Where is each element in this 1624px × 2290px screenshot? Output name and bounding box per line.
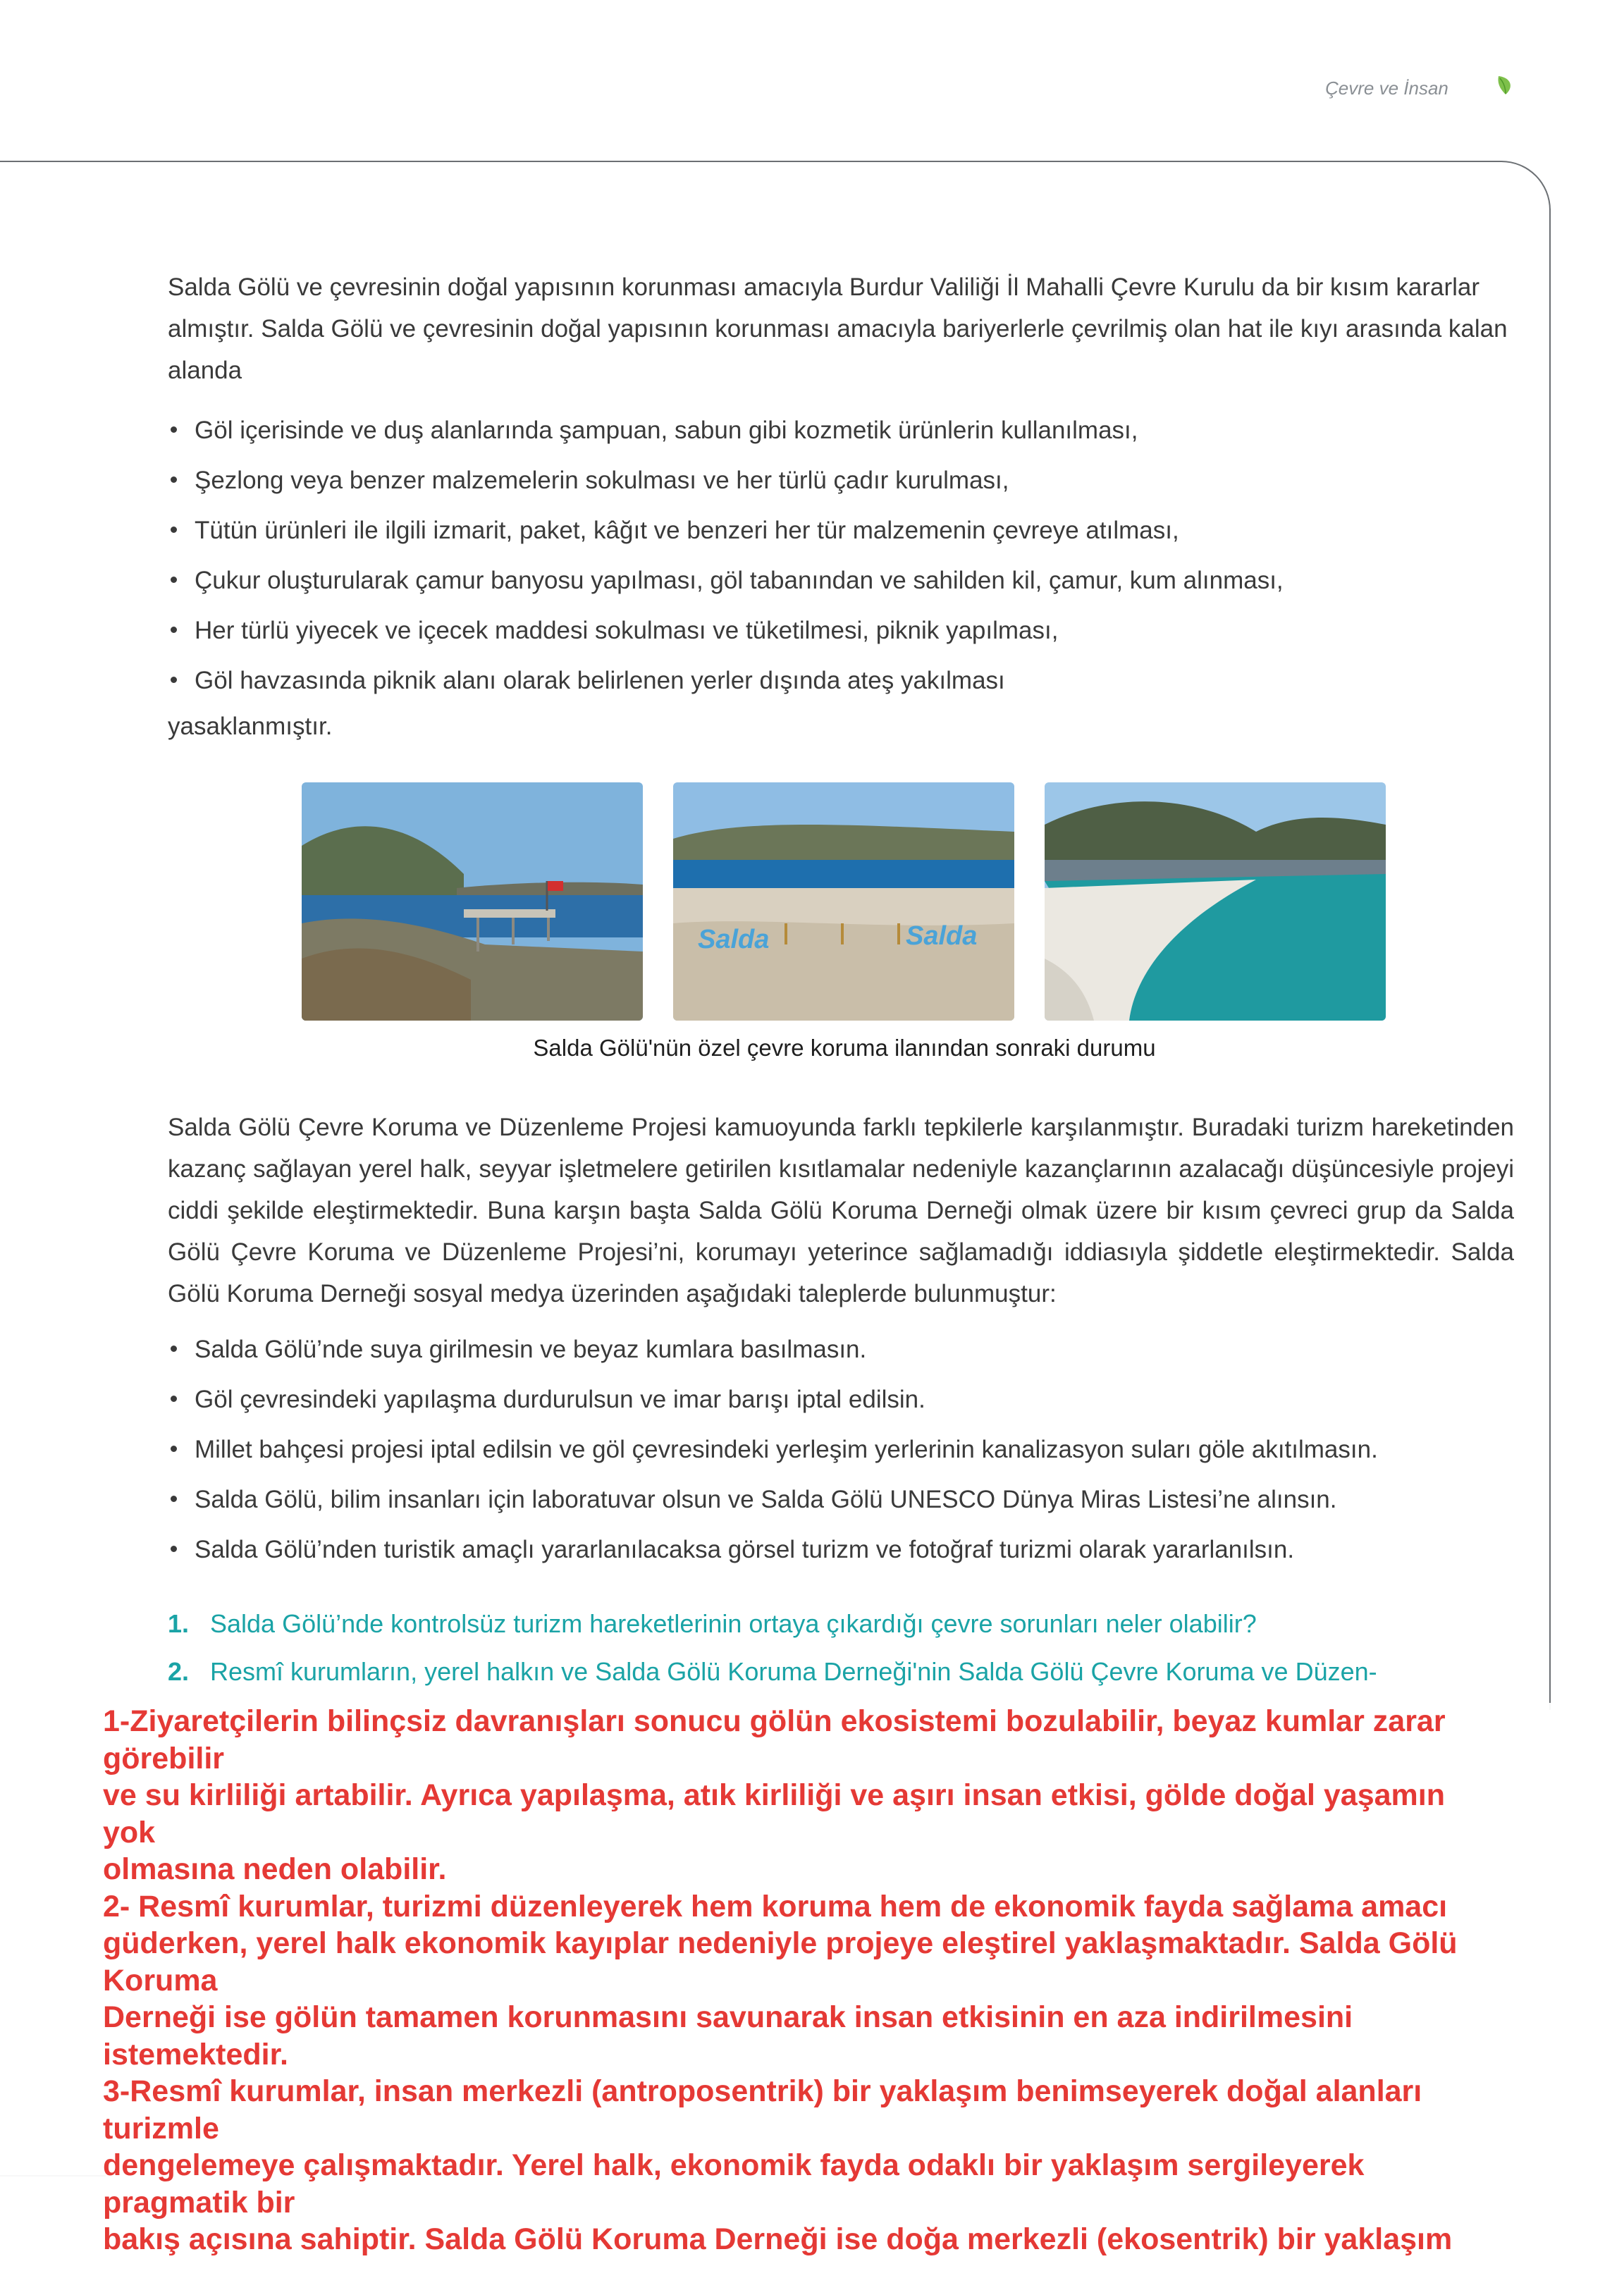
answer-line: pragmatik bir bbox=[103, 2185, 295, 2220]
bullet-icon bbox=[171, 1446, 177, 1452]
question-1 bbox=[168, 1600, 1514, 1648]
list-item: Göl çevresindeki yapılaşma durdurulsun ve imar barışı iptal edilsin. bbox=[168, 1374, 1514, 1424]
list-item: Tütün ürünleri ile ilgili izmarit, paket, kâğıt ve benzeri her tür malzemenin çevreye atılması, bbox=[168, 505, 1514, 555]
leaf-icon bbox=[1493, 72, 1518, 97]
list-item: Millet bahçesi projesi iptal edilsin ve göl çevresindeki yerleşim yerlerinin kanalizasyon suları göle akıtılmasın. bbox=[168, 1424, 1514, 1475]
demands-bullet-list bbox=[168, 1324, 1514, 1575]
bullet-icon bbox=[171, 426, 177, 433]
frame-corner bbox=[1501, 161, 1551, 210]
bullet-icon bbox=[171, 1346, 177, 1352]
list-item: Şezlong veya benzer malzemelerin sokulması ve her türlü çadır kurulması, bbox=[168, 455, 1514, 505]
answer-line: bakış açısına sahiptir. Salda Gölü Koruma Derneği ise doğa merkezli (ekosentrik) bir yaklaşım bbox=[103, 2222, 1453, 2256]
intro-closing: yasaklanmıştır. bbox=[168, 713, 333, 740]
photo-white-shore bbox=[1045, 782, 1386, 1021]
answer-line: olmasına neden olabilir. bbox=[103, 1852, 447, 1886]
answer-line: Derneği ise gölün tamamen korunmasını savunarak insan etkisinin en aza indirilmesini bbox=[103, 2000, 1353, 2034]
answer-line: yok bbox=[103, 1815, 156, 1849]
bullet-icon bbox=[171, 627, 177, 633]
answer-line: 3-Resmî kurumlar, insan merkezli (antroposentrik) bir yaklaşım benimseyerek doğal alanları bbox=[103, 2074, 1422, 2108]
list-item: Çukur oluşturularak çamur banyosu yapılması, göl tabanından ve sahilden kil, çamur, kum alınması, bbox=[168, 555, 1514, 605]
answer-text bbox=[103, 1703, 1583, 2258]
bullet-icon bbox=[171, 677, 177, 683]
photo-viewing-platform bbox=[302, 782, 643, 1021]
answer-line: dengelemeye çalışmaktadır. Yerel halk, ekonomik fayda odaklı bir yaklaşım sergileyerek bbox=[103, 2148, 1365, 2182]
answer-line: turizmle bbox=[103, 2111, 219, 2146]
answer-line: Koruma bbox=[103, 1963, 218, 1997]
frame-top-line bbox=[0, 161, 1501, 162]
questions-list bbox=[168, 1600, 1514, 1696]
question-number: 1. bbox=[168, 1609, 190, 1638]
list-item: Salda Gölü’nden turistik amaçlı yararlanılacaksa görsel turizm ve fotoğraf turizmi olarak yararlanılsın. bbox=[168, 1525, 1514, 1575]
bullet-icon bbox=[171, 1496, 177, 1502]
answer-overlay bbox=[0, 1703, 1624, 2290]
question-2 bbox=[168, 1648, 1514, 1696]
frame-right-line bbox=[1549, 209, 1551, 1710]
intro-paragraph: Salda Gölü ve çevresinin doğal yapısının korunması amacıyla Burdur Valiliği İl Mahalli Çevre Kurulu da bir kısım kararlar almıştır. Salda Gölü ve çevresinin doğal yapısının korunması amacıyla bariyerlerle çevrilmiş olan hat ile kıyı arasında kalan alanda bbox=[168, 273, 1508, 384]
answer-line: istemektedir. bbox=[103, 2037, 288, 2072]
list-item: Her türlü yiyecek ve içecek maddesi sokulması ve tüketilmesi, piknik yapılması, bbox=[168, 605, 1514, 655]
answer-line: 1-Ziyaretçilerin bilinçsiz davranışları sonucu gölün ekosistemi bozulabilir, beyaz kumlar zarar bbox=[103, 1704, 1446, 1738]
bullet-icon bbox=[171, 476, 177, 483]
answer-line: 2- Resmî kurumlar, turizmi düzenleyerek hem koruma hem de ekonomik fayda sağlama amacı bbox=[103, 1889, 1448, 1923]
photo-row bbox=[302, 782, 1387, 1022]
list-item: Göl havzasında piknik alanı olarak belirlenen yerler dışında ateş yakılması bbox=[168, 655, 1514, 706]
figure-caption: Salda Gölü'nün özel çevre koruma ilanından sonraki durumu bbox=[533, 1035, 1156, 1061]
bullet-icon bbox=[171, 1396, 177, 1402]
list-item: Salda Gölü’nde suya girilmesin ve beyaz kumlara basılmasın. bbox=[168, 1324, 1514, 1374]
question-text: Resmî kurumların, yerel halkın ve Salda Gölü Koruma Derneği'nin Salda Gölü Çevre Koruma ve Düzen- bbox=[210, 1657, 1377, 1686]
bullet-icon bbox=[171, 1546, 177, 1552]
salda-sign-left: Salda bbox=[698, 925, 770, 954]
list-item: Salda Gölü, bilim insanları için laboratuvar olsun ve Salda Gölü UNESCO Dünya Miras Listesi’ne alınsın. bbox=[168, 1475, 1514, 1525]
question-number: 2. bbox=[168, 1657, 190, 1686]
answer-line: ve su kirliliği artabilir. Ayrıca yapılaşma, atık kirliliği ve aşırı insan etkisi, gölde doğal yaşamın bbox=[103, 1778, 1445, 1812]
intro-section bbox=[168, 266, 1514, 747]
photo-salda-sign-beach bbox=[673, 782, 1014, 1021]
intro-bullet-list bbox=[168, 405, 1514, 706]
list-item: Göl içerisinde ve duş alanlarında şampuan, sabun gibi kozmetik ürünlerin kullanılması, bbox=[168, 405, 1514, 455]
answer-line: görebilir bbox=[103, 1741, 225, 1775]
section2-paragraph: Salda Gölü Çevre Koruma ve Düzenleme Projesi kamuoyunda farklı tepkilerle karşılanmıştır. Buradaki turizm hareketinden kazanç sağlayan yerel halk, seyyar işletmelere getirilen kısıtlamalar nedeniyle kazançlarının azalacağı düşüncesiyle projeyi ciddi şekilde eleştirmektedir. Buna karşın başta Salda Gölü Koruma Derneği olmak üzere bir kısım çevreci grup da Salda Gölü Çevre Koruma ve Düzenleme Projesi’ni, korumayı yeterince sağlamadığı iddiasıyla şiddetle eleştirmektedir. Salda Gölü Koruma Derneği sosyal medya üzerinden aşağıdaki taleplerde bulunmuştur: bbox=[168, 1114, 1514, 1307]
salda-sign-right: Salda bbox=[906, 921, 978, 951]
answer-line: güderken, yerel halk ekonomik kayıplar nedeniyle projeye eleştirel yaklaşmaktadır. Salda Gölü bbox=[103, 1926, 1458, 1960]
question-text: Salda Gölü’nde kontrolsüz turizm hareketlerinin ortaya çıkardığı çevre sorunları neler olabilir? bbox=[210, 1609, 1257, 1638]
bullet-icon bbox=[171, 577, 177, 583]
section2 bbox=[168, 1107, 1514, 1575]
page-header-title: Çevre ve İnsan bbox=[1325, 78, 1448, 99]
bullet-icon bbox=[171, 527, 177, 533]
